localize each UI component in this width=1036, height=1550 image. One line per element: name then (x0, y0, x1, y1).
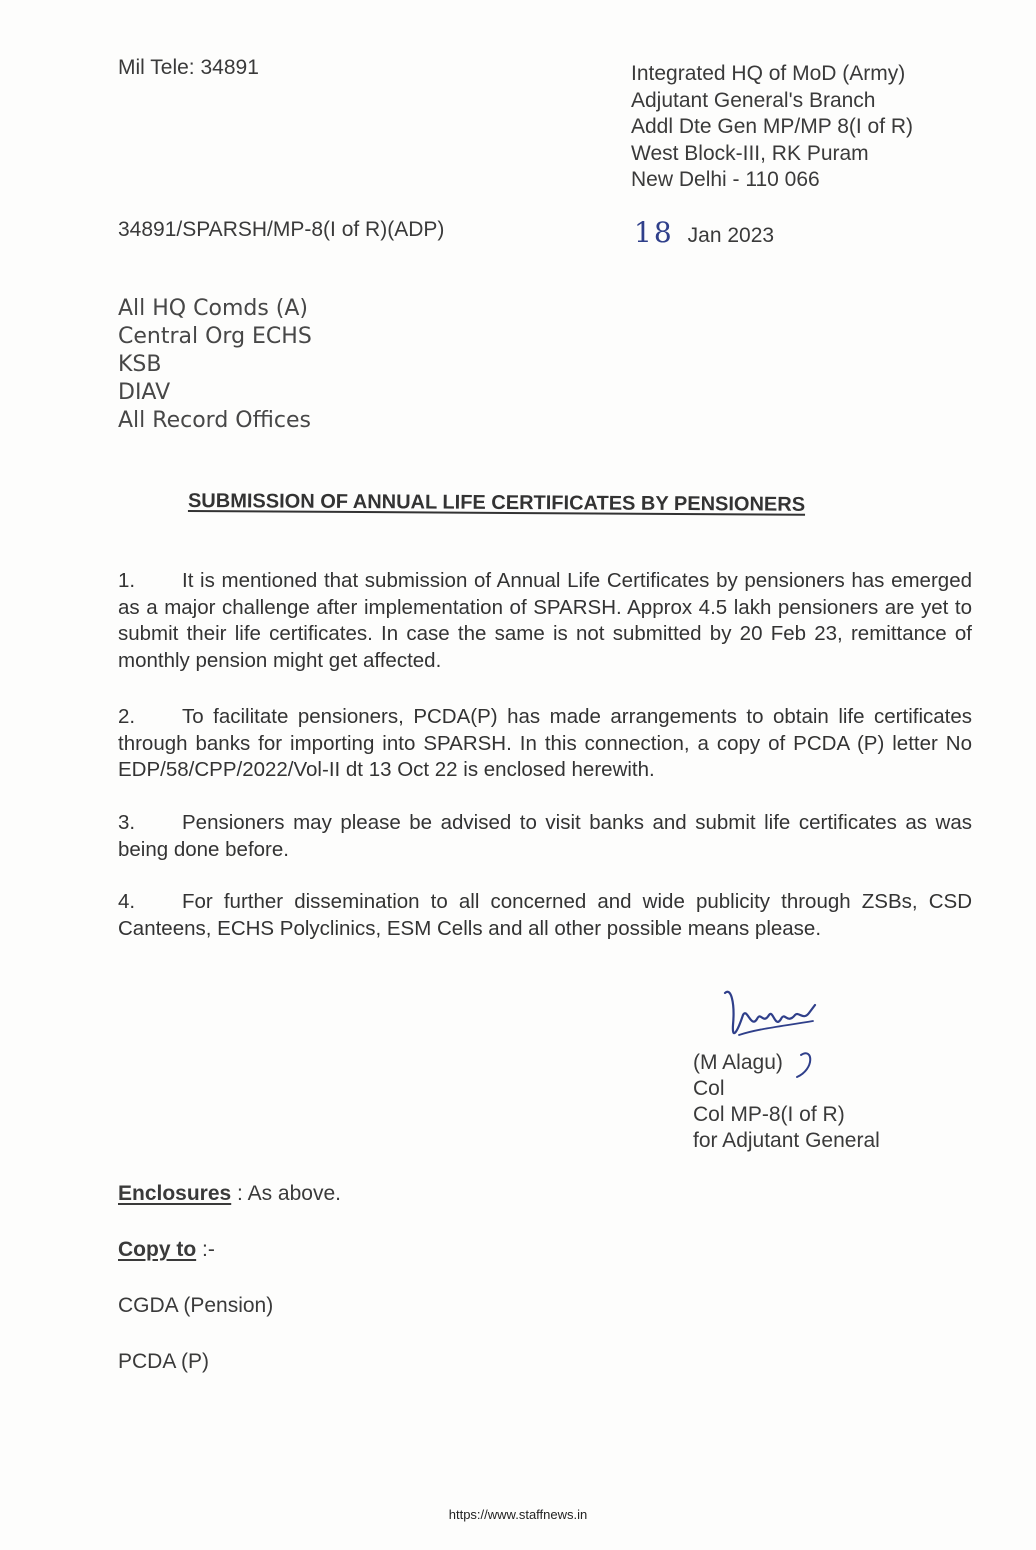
signer-for: for Adjutant General (693, 1129, 880, 1152)
footer-url: https://www.staffnews.in (448, 1507, 588, 1522)
paragraph-text: For further dissemination to all concerned and wide publicity through ZSBs, CSD Canteens, ECHS Polyclinics, ESM Cells and all other possible means please. (118, 890, 972, 940)
address-line: Integrated HQ of MoD (Army) (631, 62, 906, 85)
copy-to-label: Copy to (118, 1238, 197, 1261)
address-line: New Delhi - 110 066 (631, 168, 820, 191)
paragraph-text: It is mentioned that submission of Annual Life Certificates by pensioners has emerged as a major challenge after implementation of SPARSH. Approx 4.5 lakh pensioners are yet to submit their life certificates. In case the same is not submitted by 20 Feb 23, remittance of monthly pension might get affected. (118, 569, 972, 672)
addressee: Central Org ECHS (118, 324, 312, 349)
signature-block (693, 1050, 880, 1154)
paragraph-number: 3. (118, 811, 136, 834)
addressee: DIAV (118, 380, 171, 405)
paragraph-4 (118, 889, 972, 942)
signer-name: (M Alagu) (693, 1051, 783, 1074)
copy-to-suffix: :- (196, 1238, 215, 1261)
mil-tele: Mil Tele: 34891 (118, 56, 259, 79)
addressee: KSB (118, 352, 162, 377)
paragraph-3 (118, 810, 972, 863)
paragraph-2 (118, 704, 972, 784)
paragraph-number: 2. (118, 705, 136, 728)
enclosures-value: : As above. (231, 1182, 341, 1205)
addressee: All Record Offices (118, 408, 311, 433)
signer-rank: Col (693, 1077, 725, 1100)
letter-date (634, 216, 774, 249)
address-line: Addl Dte Gen MP/MP 8(I of R) (631, 115, 914, 138)
copy-to (118, 1238, 215, 1262)
enclosures-label: Enclosures (118, 1182, 232, 1205)
copy-recipient: CGDA (Pension) (118, 1294, 274, 1317)
address-line: West Block-III, RK Puram (631, 141, 869, 165)
signer-appointment: Col MP-8(I of R) (693, 1103, 845, 1126)
copy-recipient: PCDA (P) (118, 1350, 210, 1373)
enclosures (118, 1182, 341, 1206)
date-day-handwritten: 18 (634, 216, 674, 249)
paragraph-number: 1. (118, 569, 136, 592)
date-month-year: Jan 2023 (687, 224, 775, 247)
paragraph-1 (118, 568, 972, 674)
paragraph-text: To facilitate pensioners, PCDA(P) has made arrangements to obtain life certificates through banks for importing into SPARSH. In this connection, a copy of PCDA (P) letter No EDP/58/CPP/2022/Vol-II dt 13 Oct 22 is enclosed herewith. (118, 705, 972, 781)
office-address (631, 61, 913, 194)
reference-number: 34891/SPARSH/MP-8(I of R)(ADP) (118, 218, 445, 241)
addressee-list (118, 295, 312, 435)
addressee: All HQ Comds (A) (118, 296, 309, 321)
subject-heading: SUBMISSION OF ANNUAL LIFE CERTIFICATES BY PENSIONERS (187, 490, 806, 516)
paragraph-number: 4. (118, 890, 136, 913)
paragraph-text: Pensioners may please be advised to visit banks and submit life certificates as was being done before. (118, 811, 972, 861)
address-line: Adjutant General's Branch (631, 88, 876, 112)
